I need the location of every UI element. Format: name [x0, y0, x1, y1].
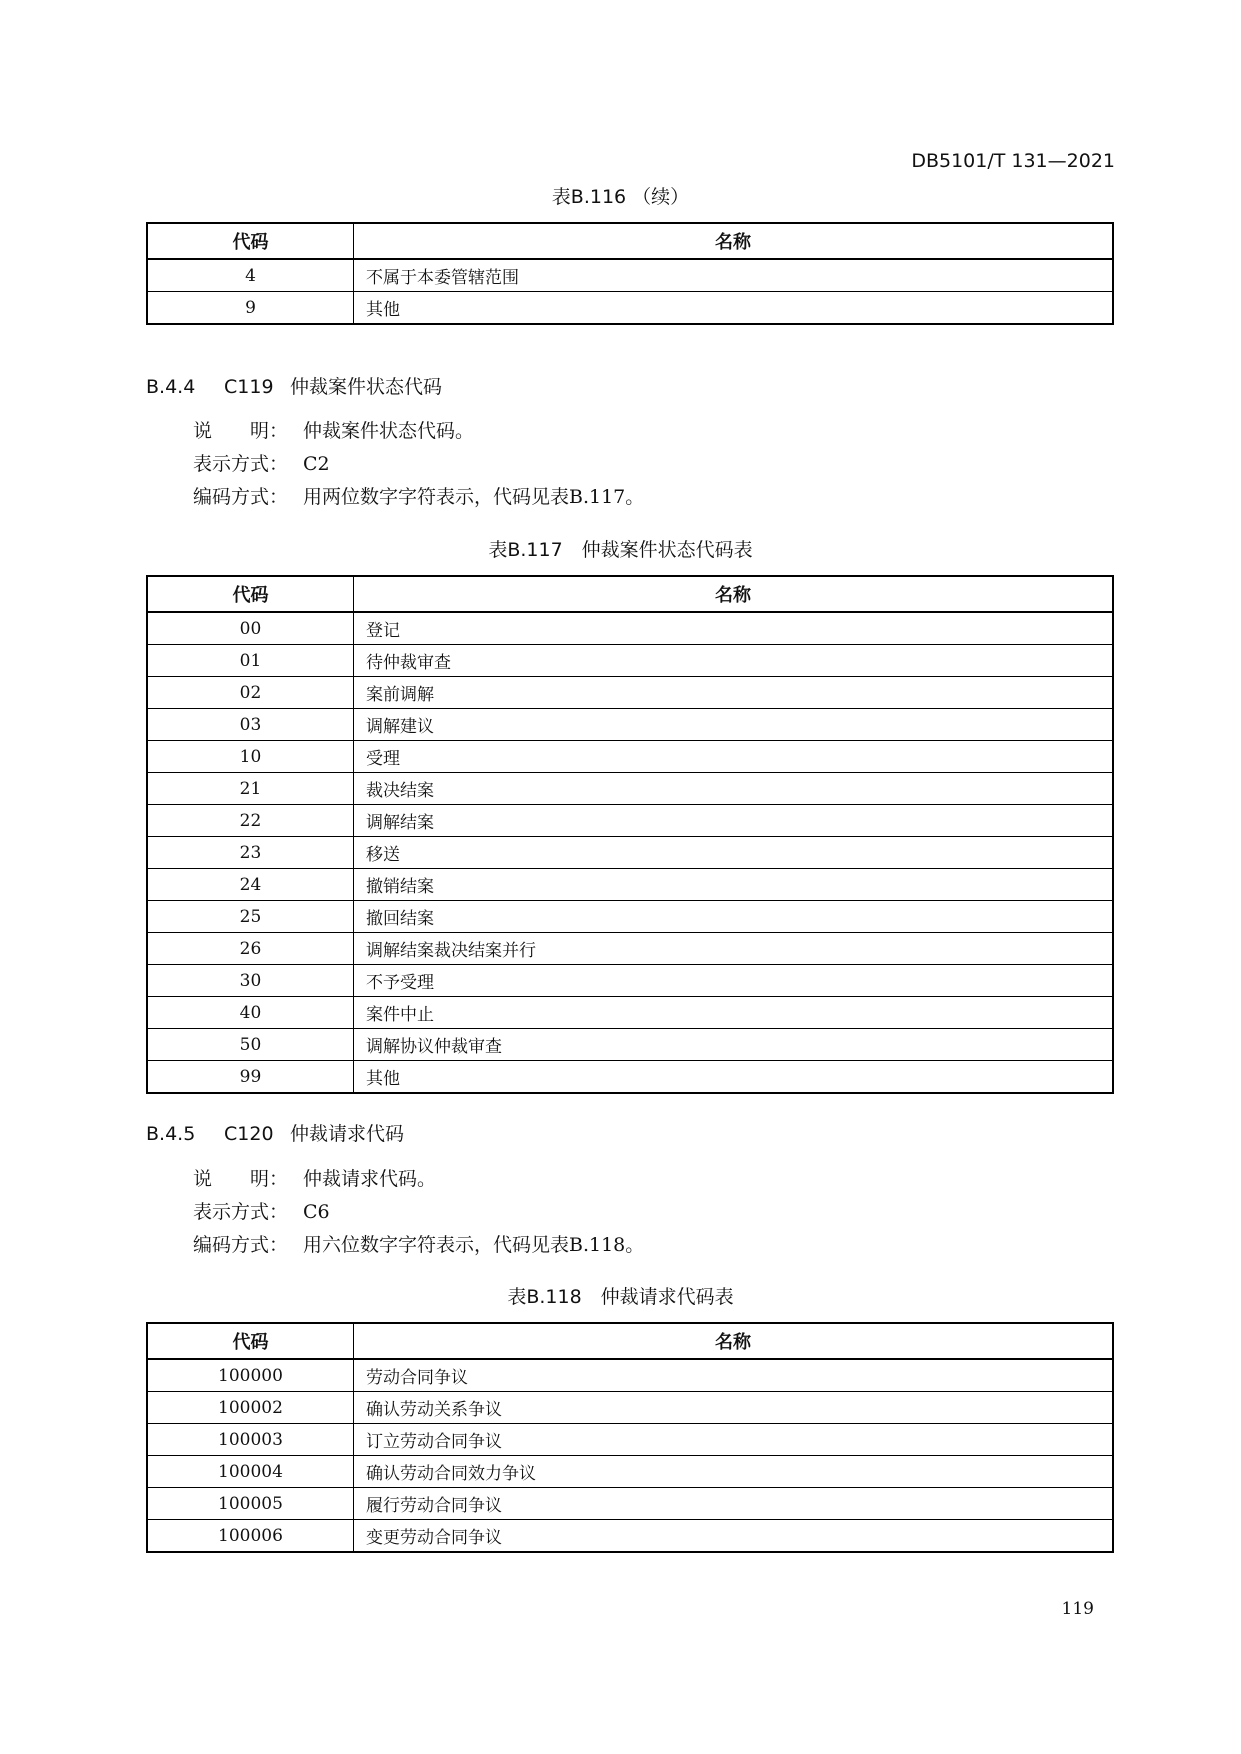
- table-117-body: [147, 612, 1113, 1093]
- table-row: [147, 612, 1113, 645]
- section-b444-heading: [146, 372, 442, 399]
- code-cell: 100004: [147, 1456, 354, 1488]
- repr-value: C6: [303, 1201, 330, 1223]
- section-b444-description: [193, 415, 644, 514]
- table-117: [146, 575, 1114, 1094]
- table-row: [147, 1520, 1113, 1553]
- code-cell: 03: [147, 709, 354, 741]
- code-cell: 4: [147, 259, 354, 292]
- table-row: [147, 1456, 1113, 1488]
- name-cell: 撤销结案: [354, 869, 1114, 901]
- table-row: [147, 1061, 1113, 1094]
- table-118-caption: 表B.118 仲裁请求代码表: [507, 1286, 734, 1308]
- name-cell: 调解结案裁决结案并行: [354, 933, 1114, 965]
- name-cell: 受理: [354, 741, 1114, 773]
- table-118: [146, 1322, 1114, 1553]
- code-cell: 100006: [147, 1520, 354, 1553]
- code-cell: 100003: [147, 1424, 354, 1456]
- code-cell: 9: [147, 292, 354, 325]
- table-118-body: [147, 1359, 1113, 1552]
- code-cell: 99: [147, 1061, 354, 1094]
- code-cell: 100002: [147, 1392, 354, 1424]
- name-cell: 确认劳动关系争议: [354, 1392, 1114, 1424]
- table-row: [147, 965, 1113, 997]
- table-row: [147, 1359, 1113, 1392]
- table-row: [147, 1392, 1113, 1424]
- table-row: [147, 869, 1113, 901]
- table-row: [147, 773, 1113, 805]
- col-header-code: 代码: [147, 576, 354, 612]
- name-cell: 不属于本委管辖范围: [354, 259, 1114, 292]
- desc-value: 仲裁请求代码。: [303, 1168, 437, 1190]
- document-code: DB5101/T 131—2021: [911, 150, 1115, 172]
- table-row: [147, 933, 1113, 965]
- name-cell: 其他: [354, 1061, 1114, 1094]
- code-cell: 21: [147, 773, 354, 805]
- enc-label: 编码方式：: [193, 486, 289, 508]
- code-cell: 23: [147, 837, 354, 869]
- name-cell: 调解建议: [354, 709, 1114, 741]
- table-row: [147, 292, 1113, 325]
- name-cell: 变更劳动合同争议: [354, 1520, 1114, 1553]
- section-title: 仲裁请求代码: [290, 1123, 405, 1145]
- table-116: [146, 222, 1114, 325]
- table-116-body: [147, 259, 1113, 324]
- code-cell: 24: [147, 869, 354, 901]
- table-row: [147, 901, 1113, 933]
- code-cell: 25: [147, 901, 354, 933]
- code-cell: 40: [147, 997, 354, 1029]
- table-row: [147, 1488, 1113, 1520]
- code-cell: 50: [147, 1029, 354, 1061]
- table-116-caption: 表B.116 （续）: [551, 186, 690, 208]
- code-cell: 30: [147, 965, 354, 997]
- repr-value: C2: [303, 453, 330, 475]
- name-cell: 确认劳动合同效力争议: [354, 1456, 1114, 1488]
- code-cell: 100005: [147, 1488, 354, 1520]
- name-cell: 移送: [354, 837, 1114, 869]
- name-cell: 登记: [354, 612, 1114, 645]
- section-number: B.4.5: [146, 1123, 196, 1145]
- desc-value: 仲裁案件状态代码。: [303, 420, 475, 442]
- name-cell: 案前调解: [354, 677, 1114, 709]
- name-cell: 不予受理: [354, 965, 1114, 997]
- table-row: [147, 677, 1113, 709]
- name-cell: 撤回结案: [354, 901, 1114, 933]
- repr-label: 表示方式：: [193, 453, 289, 475]
- table-row: [147, 837, 1113, 869]
- code-cell: 02: [147, 677, 354, 709]
- name-cell: 裁决结案: [354, 773, 1114, 805]
- code-cell: 00: [147, 612, 354, 645]
- col-header-name: 名称: [354, 1323, 1114, 1359]
- name-cell: 调解协议仲裁审查: [354, 1029, 1114, 1061]
- table-row: [147, 997, 1113, 1029]
- name-cell: 待仲裁审查: [354, 645, 1114, 677]
- enc-value: 用两位数字字符表示，代码见表B.117。: [303, 486, 645, 508]
- table-row: [147, 805, 1113, 837]
- code-cell: 01: [147, 645, 354, 677]
- section-b445-description: [193, 1163, 644, 1262]
- code-cell: 26: [147, 933, 354, 965]
- section-number: B.4.4: [146, 376, 196, 398]
- name-cell: 订立劳动合同争议: [354, 1424, 1114, 1456]
- name-cell: 案件中止: [354, 997, 1114, 1029]
- section-title: 仲裁案件状态代码: [290, 376, 443, 398]
- col-header-code: 代码: [147, 223, 354, 259]
- enc-label: 编码方式：: [193, 1234, 289, 1256]
- enc-value: 用六位数字字符表示，代码见表B.118。: [303, 1234, 645, 1256]
- table-row: [147, 741, 1113, 773]
- table-row: [147, 709, 1113, 741]
- code-cell: 22: [147, 805, 354, 837]
- name-cell: 其他: [354, 292, 1114, 325]
- repr-label: 表示方式：: [193, 1201, 289, 1223]
- col-header-code: 代码: [147, 1323, 354, 1359]
- page-number: 119: [1061, 1599, 1094, 1619]
- section-code: C119: [224, 376, 274, 398]
- col-header-name: 名称: [354, 576, 1114, 612]
- desc-label: 说 明：: [193, 1168, 289, 1190]
- section-b445-heading: [146, 1119, 404, 1146]
- table-117-caption: 表B.117 仲裁案件状态代码表: [488, 539, 753, 561]
- name-cell: 调解结案: [354, 805, 1114, 837]
- name-cell: 履行劳动合同争议: [354, 1488, 1114, 1520]
- col-header-name: 名称: [354, 223, 1114, 259]
- table-row: [147, 259, 1113, 292]
- table-row: [147, 1424, 1113, 1456]
- desc-label: 说 明：: [193, 420, 289, 442]
- table-row: [147, 645, 1113, 677]
- code-cell: 100000: [147, 1359, 354, 1392]
- code-cell: 10: [147, 741, 354, 773]
- table-row: [147, 1029, 1113, 1061]
- name-cell: 劳动合同争议: [354, 1359, 1114, 1392]
- section-code: C120: [224, 1123, 274, 1145]
